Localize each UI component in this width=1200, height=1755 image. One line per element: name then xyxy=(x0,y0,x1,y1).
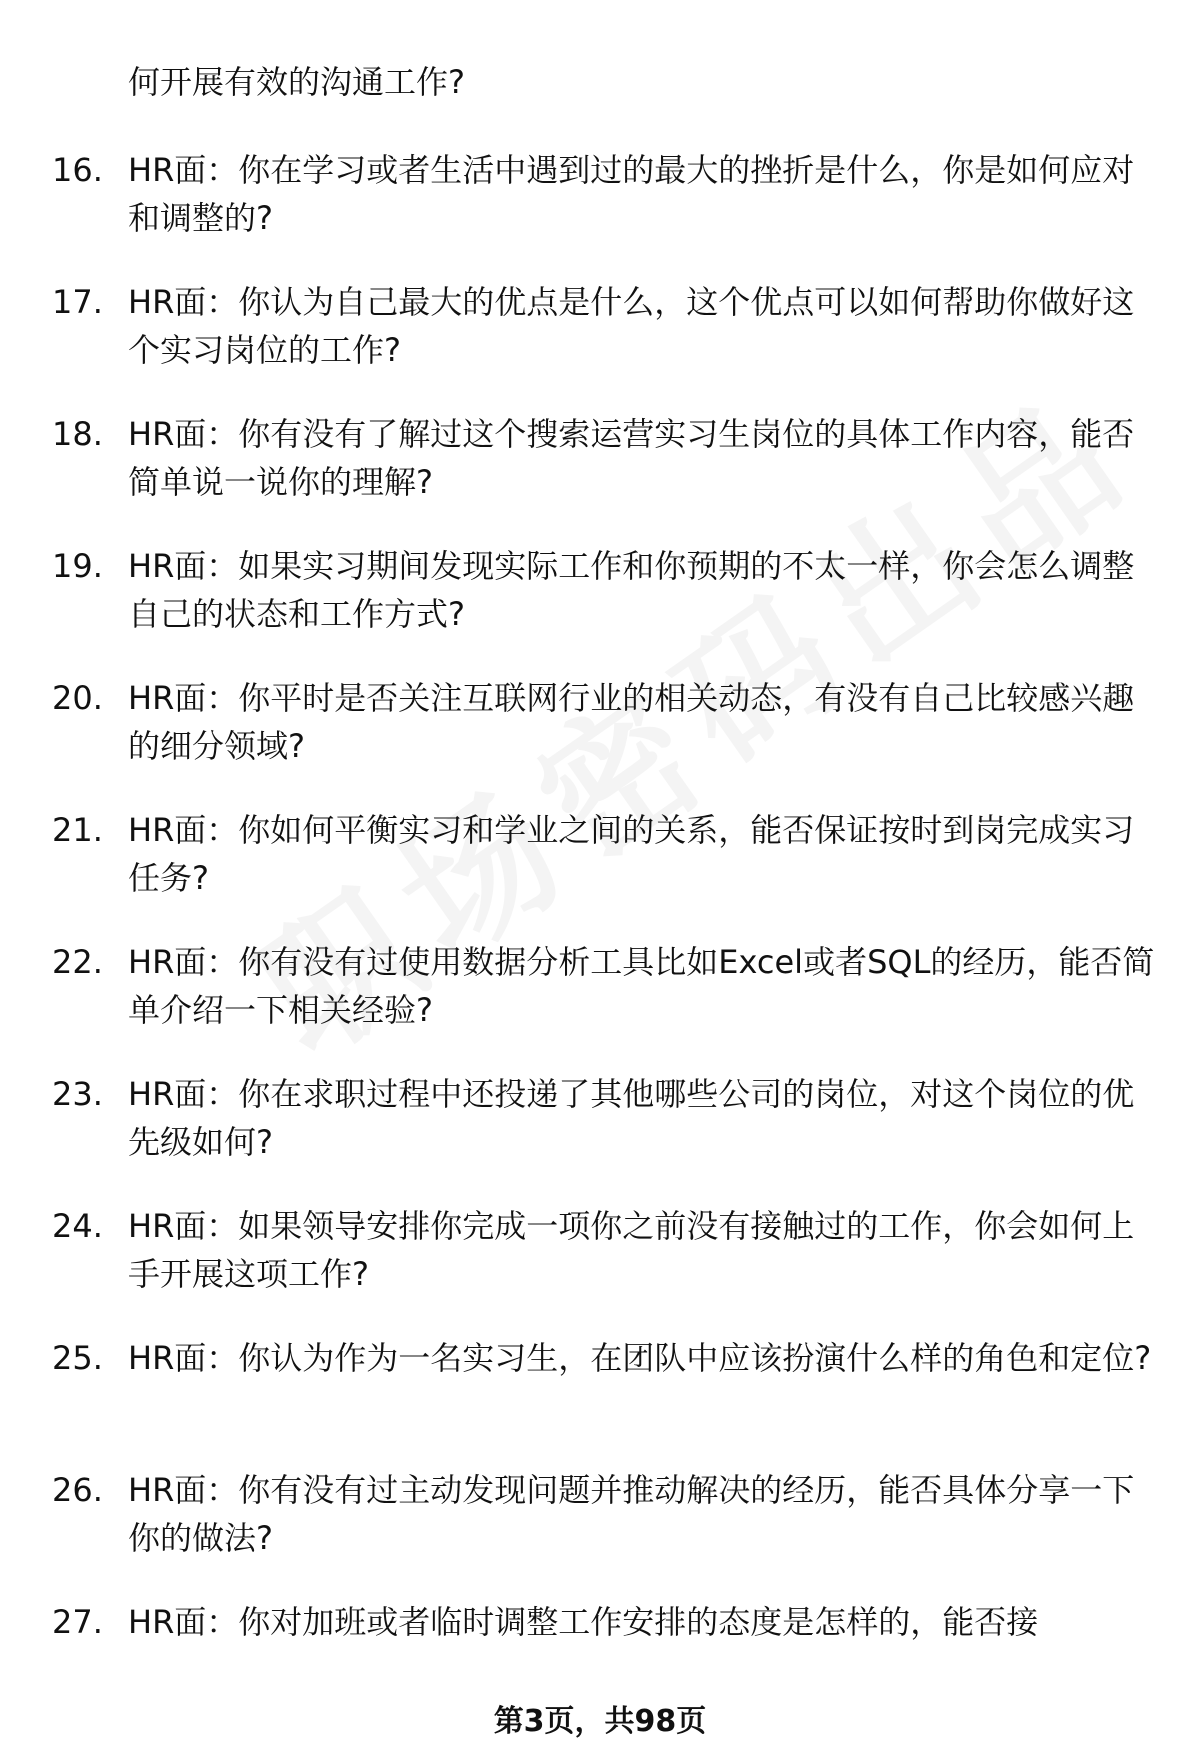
question-number: 19. xyxy=(52,547,103,585)
continuation-text: 何开展有效的沟通工作? xyxy=(128,63,465,101)
question-text: HR面：你有没有了解过这个搜索运营实习生岗位的具体工作内容，能否简单说一说你的理解? xyxy=(128,415,1135,501)
question-number: 20. xyxy=(52,679,103,717)
question-number: 23. xyxy=(52,1075,103,1113)
question-list xyxy=(0,146,1200,1730)
list-item xyxy=(0,1202,1200,1334)
question-text: HR面：你认为自己最大的优点是什么，这个优点可以如何帮助你做好这个实习岗位的工作? xyxy=(128,283,1135,369)
list-item xyxy=(0,146,1200,278)
question-text: HR面：你认为作为一名实习生，在团队中应该扮演什么样的角色和定位? xyxy=(128,1339,1152,1377)
question-number: 25. xyxy=(52,1339,103,1377)
question-text: HR面：你有没有过主动发现问题并推动解决的经历，能否具体分享一下你的做法? xyxy=(128,1471,1135,1557)
list-item xyxy=(0,1466,1200,1598)
question-number: 18. xyxy=(52,415,103,453)
question-text: HR面：你在学习或者生活中遇到过的最大的挫折是什么，你是如何应对和调整的? xyxy=(128,151,1135,237)
question-number: 22. xyxy=(52,943,103,981)
question-number: 16. xyxy=(52,151,103,189)
question-number: 17. xyxy=(52,283,103,321)
question-text: HR面：你如何平衡实习和学业之间的关系，能否保证按时到岗完成实习任务? xyxy=(128,811,1135,897)
list-item xyxy=(0,806,1200,938)
list-item xyxy=(0,542,1200,674)
question-number: 24. xyxy=(52,1207,103,1245)
list-item xyxy=(0,1334,1200,1466)
question-number: 27. xyxy=(52,1603,103,1641)
question-text: HR面：你对加班或者临时调整工作安排的态度是怎样的，能否接 xyxy=(128,1603,1039,1641)
question-text: HR面：如果实习期间发现实际工作和你预期的不太一样，你会怎么调整自己的状态和工作方式? xyxy=(128,547,1135,633)
list-item xyxy=(0,410,1200,542)
question-text: HR面：你平时是否关注互联网行业的相关动态，有没有自己比较感兴趣的细分领域? xyxy=(128,679,1135,765)
page-footer: 第3页，共98页 xyxy=(493,1704,707,1739)
question-number: 26. xyxy=(52,1471,103,1509)
question-text: HR面：如果领导安排你完成一项你之前没有接触过的工作，你会如何上手开展这项工作? xyxy=(128,1207,1135,1293)
list-item xyxy=(0,674,1200,806)
question-text: HR面：你在求职过程中还投递了其他哪些公司的岗位，对这个岗位的优先级如何? xyxy=(128,1075,1135,1161)
list-item xyxy=(0,938,1200,1070)
list-item xyxy=(0,1070,1200,1202)
list-item xyxy=(0,278,1200,410)
question-number: 21. xyxy=(52,811,103,849)
question-text: HR面：你有没有过使用数据分析工具比如Excel或者SQL的经历，能否简单介绍一下相关经验? xyxy=(128,943,1155,1029)
